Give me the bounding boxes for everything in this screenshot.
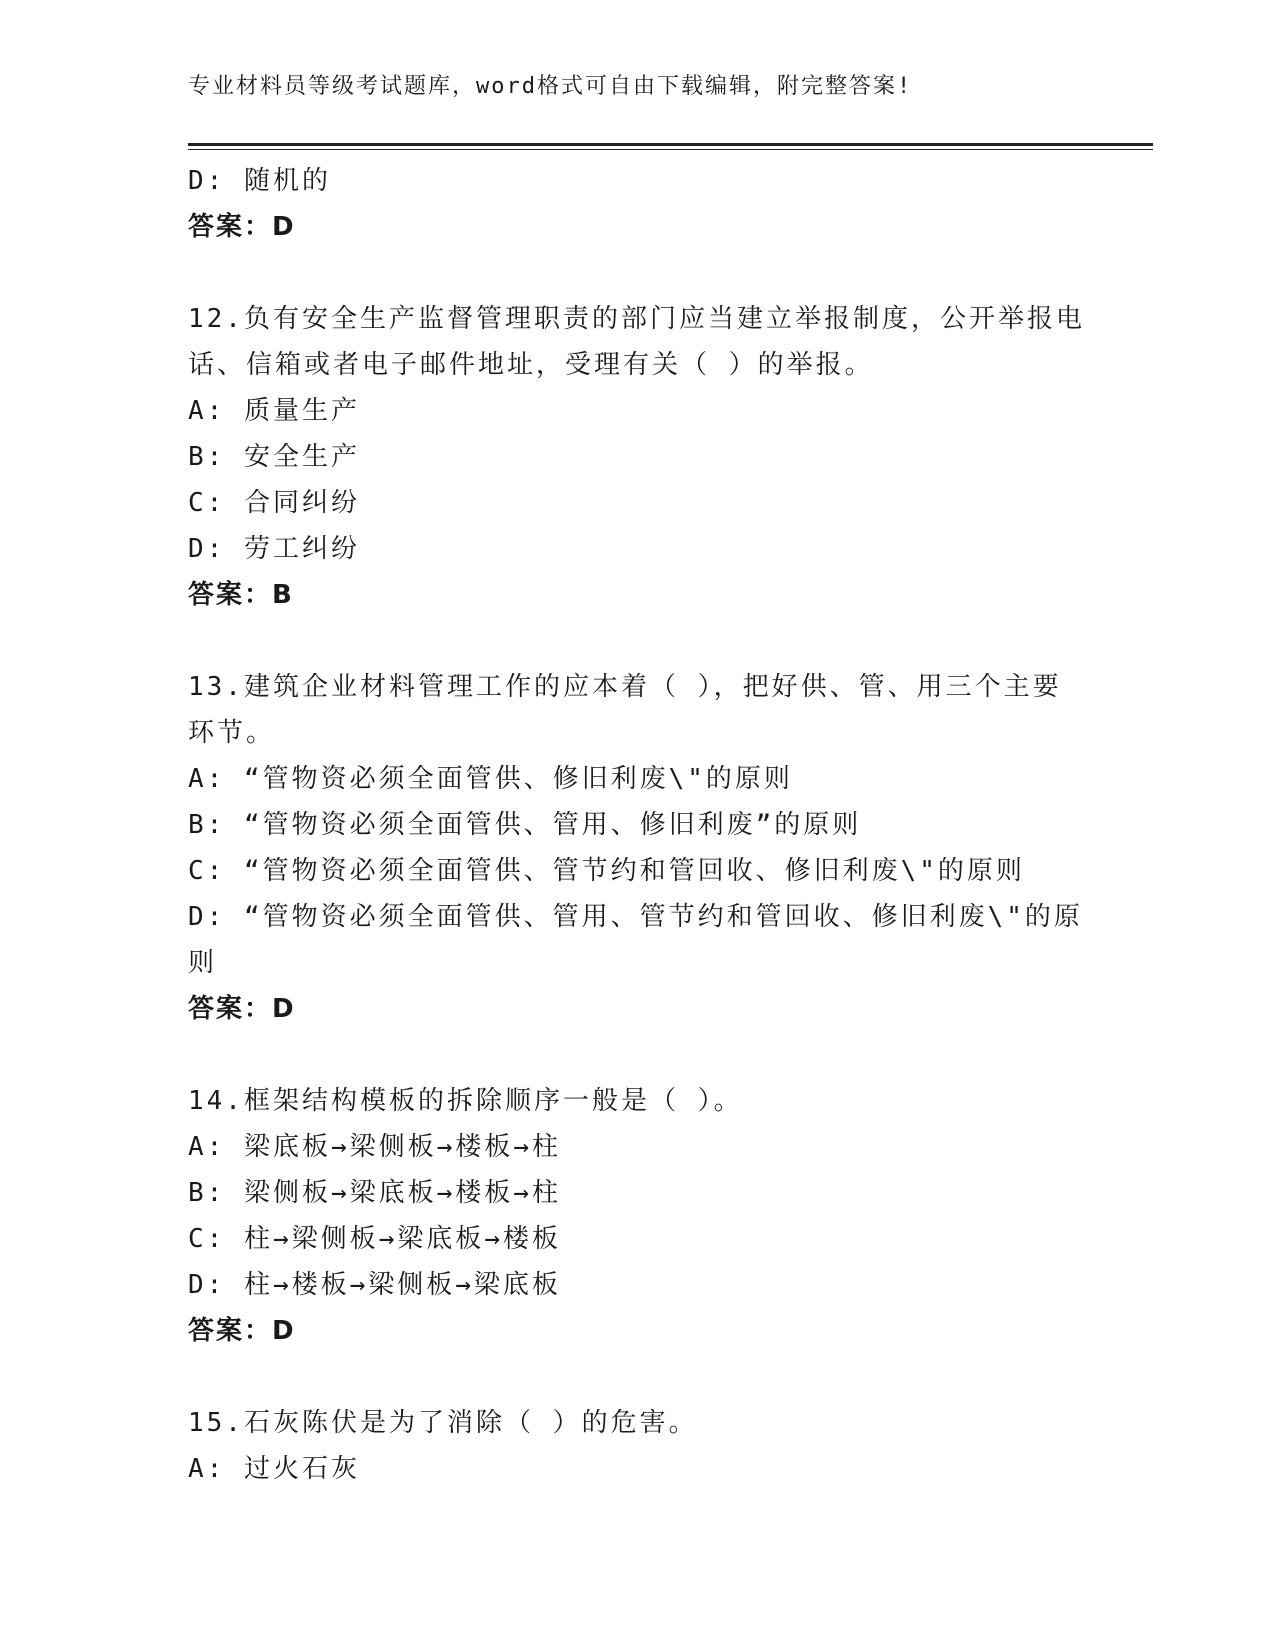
question-stem: 15.石灰陈伏是为了消除（ ）的危害。 <box>188 1408 698 1438</box>
question-14 <box>188 1078 1088 1354</box>
option-a: A: 梁底板→梁侧板→楼板→柱 <box>188 1132 561 1162</box>
question-stem: 14.框架结构模板的拆除顺序一般是（ ）。 <box>188 1086 743 1116</box>
page-header: 专业材料员等级考试题库，word格式可自由下载编辑，附完整答案! <box>188 74 913 99</box>
option-a: A: 质量生产 <box>188 396 360 426</box>
option-d: D: 柱→楼板→梁侧板→梁底板 <box>188 1270 561 1300</box>
option-a: A: 过火石灰 <box>188 1454 360 1484</box>
question-stem: 12.负有安全生产监督管理职责的部门应当建立举报制度，公开举报电 <box>188 304 1085 334</box>
option-d: D: “管物资必须全面管供、管用、管节约和管回收、修旧利废\"的原 <box>188 902 1083 932</box>
option-c: C: 合同纠纷 <box>188 488 360 518</box>
question-15 <box>188 1400 1088 1492</box>
header-rule-thin <box>188 149 1153 150</box>
option-d: D: 劳工纠纷 <box>188 534 360 564</box>
option-a: A: “管物资必须全面管供、修旧利废\"的原则 <box>188 764 793 794</box>
question-13 <box>188 664 1088 1032</box>
option-b: B: 安全生产 <box>188 442 360 472</box>
answer-line: 答案：D <box>188 994 296 1024</box>
option-d: D: 随机的 <box>188 166 331 196</box>
answer-line: 答案：D <box>188 1316 296 1346</box>
header-rule-thick <box>188 143 1153 146</box>
question-12 <box>188 296 1088 618</box>
answer-line: 答案：B <box>188 580 294 610</box>
question-stem: 环节。 <box>188 718 276 748</box>
option-b: B: 梁侧板→梁底板→楼板→柱 <box>188 1178 561 1208</box>
option-c: C: “管物资必须全面管供、管节约和管回收、修旧利废\"的原则 <box>188 856 1025 886</box>
option-d-continued: 则 <box>188 948 218 978</box>
question-content <box>188 158 1088 1492</box>
question-stem: 13.建筑企业材料管理工作的应本着（ ），把好供、管、用三个主要 <box>188 672 1062 702</box>
answer-line: 答案：D <box>188 212 296 242</box>
option-b: B: “管物资必须全面管供、管用、修旧利废”的原则 <box>188 810 862 840</box>
question-stem: 话、信箱或者电子邮件地址，受理有关（ ）的举报。 <box>188 350 874 380</box>
option-c: C: 柱→梁侧板→梁底板→楼板 <box>188 1224 561 1254</box>
